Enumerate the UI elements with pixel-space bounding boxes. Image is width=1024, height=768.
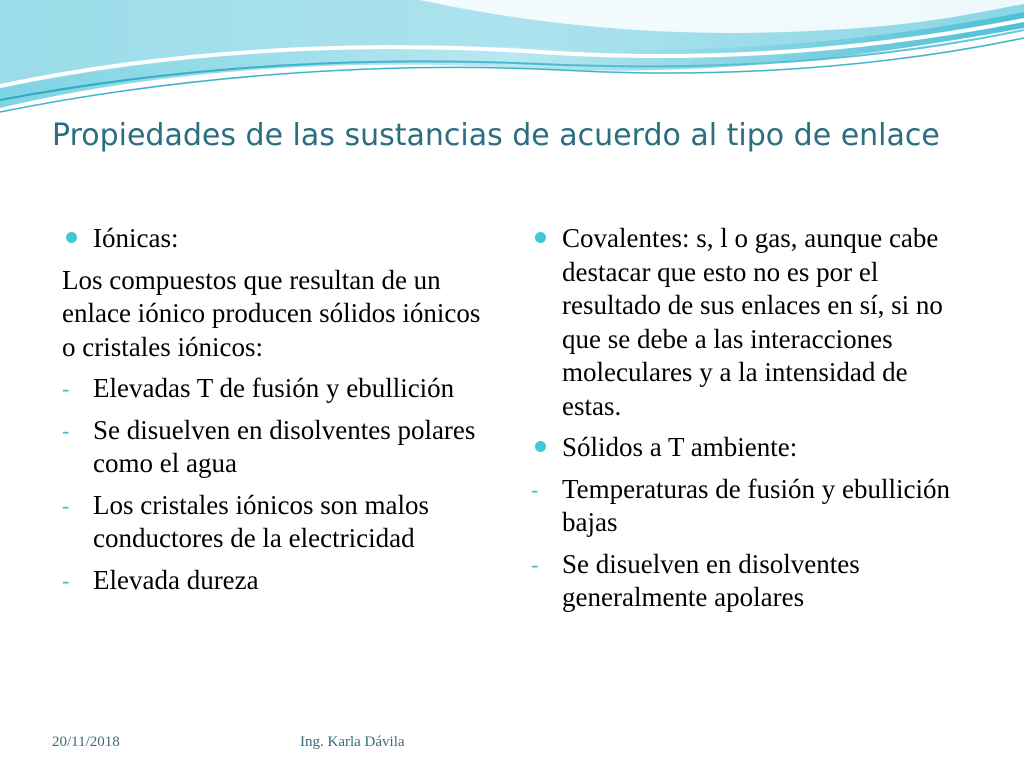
list-item-text: Elevadas T de fusión y ebullición <box>93 373 455 403</box>
covalentes-text: Covalentes: s, l o gas, aunque cabe destacar que esto no es por el resultado de sus enlaces en sí, si no que se debe a las interacciones moleculares y a la intensidad de estas. <box>562 223 943 421</box>
right-column <box>531 222 971 623</box>
bullet-dot-icon <box>66 232 77 243</box>
bullet-dot-icon <box>535 232 546 243</box>
list-item <box>62 564 498 598</box>
list-item-text: Elevada dureza <box>93 564 259 595</box>
footer-date: 20/11/2018 <box>52 734 120 750</box>
list-item <box>531 548 971 615</box>
list-item <box>62 489 498 556</box>
dash-icon: - <box>531 551 539 577</box>
dash-icon: - <box>62 376 70 401</box>
dash-icon: - <box>62 567 70 593</box>
footer-author: Ing. Karla Dávila <box>300 734 405 750</box>
list-item-text: Se disuelven en disolventes polares como el agua <box>93 414 476 478</box>
left-column <box>62 222 498 605</box>
ionicas-heading: Iónicas: <box>93 223 179 253</box>
list-item <box>62 372 498 406</box>
dash-icon: - <box>62 492 70 518</box>
dash-icon: - <box>62 417 70 443</box>
list-item-text: Los cristales iónicos son malos conductores de la electricidad <box>93 489 429 553</box>
bullet-solidos <box>531 431 971 465</box>
dash-icon: - <box>531 476 539 502</box>
solidos-text: Sólidos a T ambiente: <box>562 432 798 462</box>
bullet-dot-icon <box>535 441 546 452</box>
slide-title: Propiedades de las sustancias de acuerdo al tipo de enlace <box>52 118 940 153</box>
list-item-text: Temperaturas de fusión y ebullición bajas <box>562 473 950 537</box>
list-item <box>62 414 498 481</box>
bullet-ionicas <box>62 222 498 256</box>
bullet-covalentes <box>531 222 971 423</box>
ionicas-intro: Los compuestos que resultan de un enlace iónico producen sólidos iónicos o cristales iónicos: <box>62 264 481 362</box>
list-item-text: Se disuelven en disolventes generalmente apolares <box>562 548 860 612</box>
list-item <box>531 473 971 540</box>
header-wave-decoration <box>0 0 1024 120</box>
